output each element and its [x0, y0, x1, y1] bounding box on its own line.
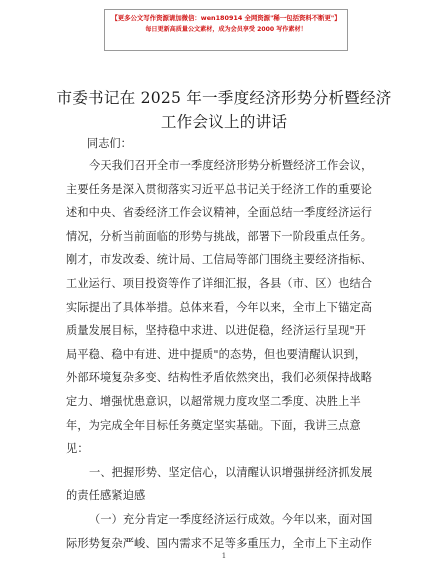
text-line: 实际提出了具体举措。总体来看，今年以来，全市上下锚定高 [66, 300, 373, 314]
page-number: 1 [221, 552, 227, 560]
promo-banner [104, 9, 348, 51]
text-line: 际形势复杂严峻、国内需求不足等多重压力，全市上下主动作 [66, 536, 373, 550]
promo-banner-line-1: 【更多公文写作资源请加微信：wen180914 全网资源"稀一包括资料不断更"】 [111, 14, 341, 22]
text-line: 工业运行、项目投资等作了详细汇报，各县（市、区）也结合 [66, 276, 373, 290]
text-line: 局平稳、稳中有进、进中提质"的态势，但也要清醒认识到， [66, 347, 367, 361]
text-line: 质量发展目标，坚持稳中求进、以进促稳，经济运行呈现"开 [66, 324, 367, 338]
document-title-line-2: 工作会议上的讲话 [160, 113, 288, 131]
text-line: （一）充分肯定一季度经济运行成效。今年以来，面对国 [89, 512, 373, 526]
greeting: 同志们： [87, 137, 132, 150]
text-line: 述和中央、省委经济工作会议精神，全面总结一季度经济运行 [66, 206, 373, 220]
text-line: 见： [66, 442, 89, 456]
text-line: 今天我们召开全市一季度经济形势分析暨经济工作会议， [89, 159, 373, 172]
text-line: 主要任务是深入贯彻落实习近平总书记关于经济工作的重要论 [66, 182, 373, 196]
promo-banner-line-2: 每日更新高质量公文素材，成为会员享受 2000 写作素材！ [145, 26, 307, 33]
text-line: 刚才，市发改委、统计局、工信局等部门围绕主要经济指标、 [66, 253, 373, 267]
text-line: 定力、增强忧患意识，以超常规力度攻坚二季度、决胜上半 [66, 394, 361, 408]
section-heading-line: 的责任感紧迫感 [66, 489, 146, 503]
text-line: 情况，分析当前面临的形势与挑战，部署下一阶段重点任务。 [66, 229, 373, 243]
section-heading-line: 一、把握形势、坚定信心，以清醒认识增强拼经济抓发展 [89, 465, 373, 479]
paragraph-intro [66, 154, 384, 555]
document-title-line-1: 市委书记在 2025 年一季度经济形势分析暨经济 [56, 89, 392, 107]
text-line: 年，为完成全年目标任务奠定坚实基础。下面，我讲三点意 [66, 418, 361, 432]
text-line: 外部环境复杂多变、结构性矛盾依然突出，我们必须保持战略 [66, 371, 373, 385]
